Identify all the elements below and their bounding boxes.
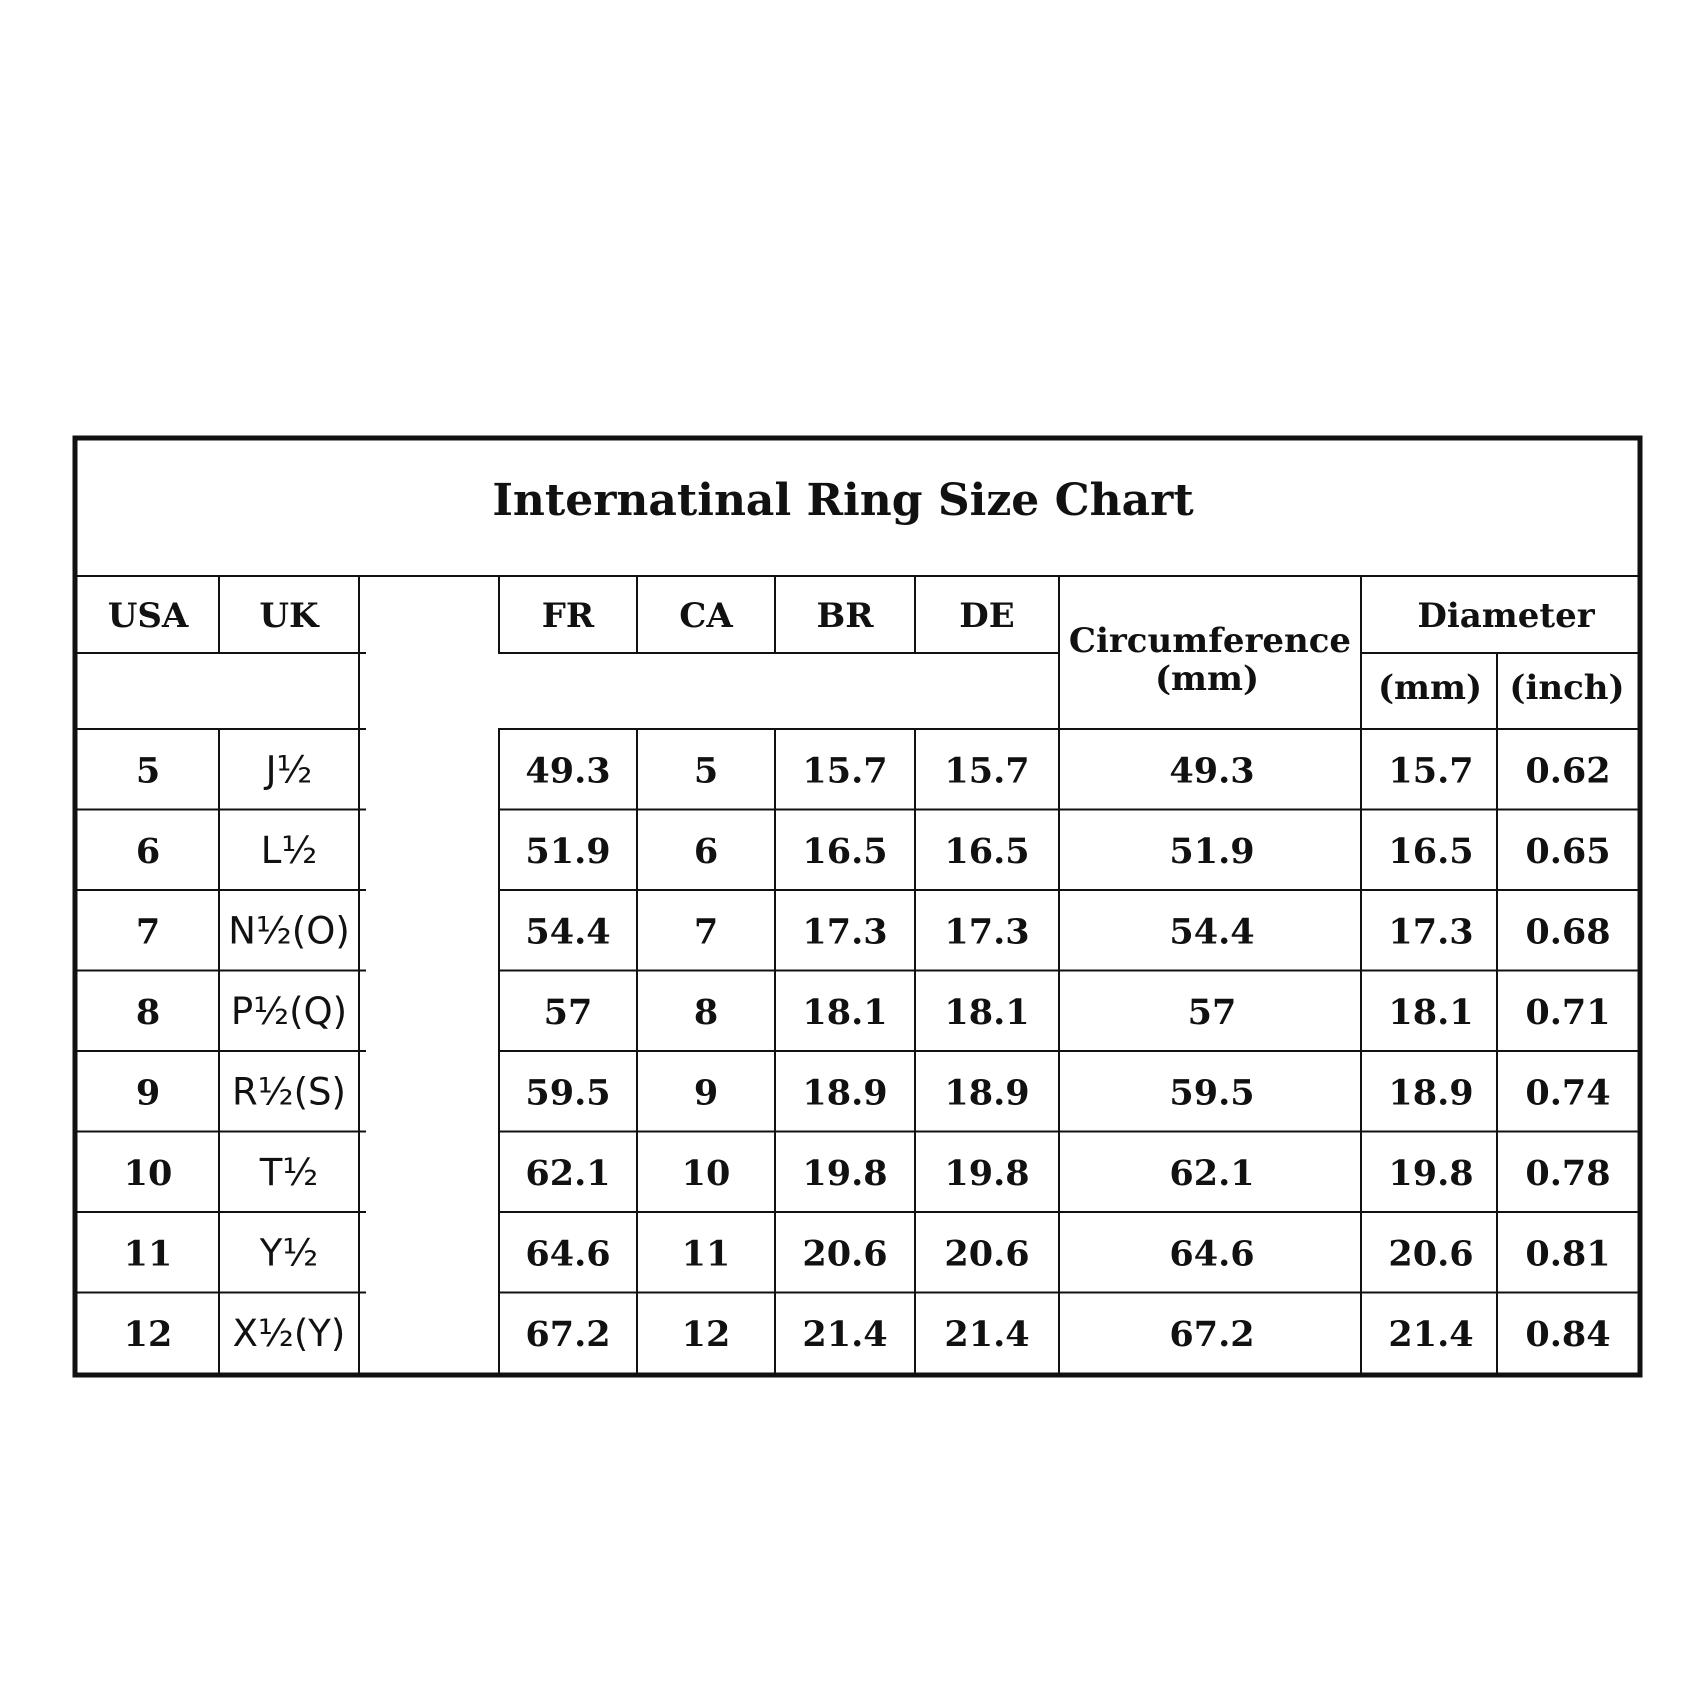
cell-ca-row-3: 7	[693, 911, 719, 953]
cell-fr-row-7: 64.6	[525, 1233, 611, 1275]
cell-fr-row-3: 54.4	[525, 911, 611, 953]
cell-uk-row-7: Y½	[259, 1231, 319, 1275]
cell-diameter-inch-row-7: 0.81	[1525, 1233, 1611, 1275]
cell-diameter-inch-row-4: 0.71	[1525, 991, 1611, 1033]
cell-usa-row-6: 10	[123, 1152, 173, 1194]
cell-uk-row-1: J½	[265, 748, 313, 792]
cell-ca-row-4: 8	[693, 991, 719, 1033]
cell-de-row-1: 15.7	[944, 750, 1030, 792]
cell-diameter-mm-row-4: 18.1	[1388, 991, 1474, 1033]
cell-diameter-inch-row-5: 0.74	[1525, 1072, 1611, 1114]
cell-circumference-row-7: 64.6	[1169, 1233, 1255, 1275]
cell-ca-row-8: 12	[681, 1313, 731, 1355]
cell-circumference-row-8: 67.2	[1169, 1313, 1255, 1355]
cell-uk-row-3: N½(O)	[228, 909, 350, 953]
cell-br-row-7: 20.6	[802, 1233, 888, 1275]
cell-ca-row-2: 6	[693, 830, 719, 872]
cell-circumference-row-3: 54.4	[1169, 911, 1255, 953]
cell-circumference-row-5: 59.5	[1169, 1072, 1255, 1114]
cell-uk-row-8: X½(Y)	[232, 1311, 346, 1355]
cell-diameter-mm-row-6: 19.8	[1388, 1152, 1474, 1194]
cell-br-row-6: 19.8	[802, 1152, 888, 1194]
cell-de-row-2: 16.5	[944, 830, 1030, 872]
cell-diameter-mm-row-3: 17.3	[1388, 911, 1474, 953]
cell-diameter-inch-row-8: 0.84	[1525, 1313, 1611, 1355]
cell-br-row-8: 21.4	[802, 1313, 888, 1355]
cell-usa-row-5: 9	[135, 1072, 161, 1114]
cell-br-row-5: 18.9	[802, 1072, 888, 1114]
header-diameter-mm: (mm)	[1377, 668, 1483, 708]
cell-de-row-3: 17.3	[944, 911, 1030, 953]
cell-fr-row-8: 67.2	[525, 1313, 611, 1355]
cell-uk-row-2: L½	[260, 828, 318, 872]
header-circumference: Circumference	[1068, 621, 1352, 661]
cell-usa-row-7: 11	[123, 1233, 173, 1275]
chart-title: Internatinal Ring Size Chart	[492, 475, 1194, 526]
header-ca: CA	[679, 596, 733, 636]
cell-fr-row-5: 59.5	[525, 1072, 611, 1114]
cell-diameter-inch-row-2: 0.65	[1525, 830, 1611, 872]
cell-circumference-row-6: 62.1	[1169, 1152, 1255, 1194]
cell-br-row-1: 15.7	[802, 750, 888, 792]
cell-ca-row-1: 5	[693, 750, 719, 792]
header-diameter-inch: (inch)	[1509, 668, 1625, 708]
cell-ca-row-6: 10	[681, 1152, 731, 1194]
cell-diameter-mm-row-2: 16.5	[1388, 830, 1474, 872]
cell-uk-row-4: P½(Q)	[230, 989, 348, 1033]
cell-fr-row-1: 49.3	[525, 750, 611, 792]
cell-de-row-5: 18.9	[944, 1072, 1030, 1114]
cell-de-row-8: 21.4	[944, 1313, 1030, 1355]
header-usa: USA	[107, 596, 189, 636]
cell-diameter-inch-row-6: 0.78	[1525, 1152, 1611, 1194]
cell-de-row-6: 19.8	[944, 1152, 1030, 1194]
cell-br-row-3: 17.3	[802, 911, 888, 953]
cell-ca-row-5: 9	[693, 1072, 719, 1114]
cell-de-row-7: 20.6	[944, 1233, 1030, 1275]
cell-de-row-4: 18.1	[944, 991, 1030, 1033]
cell-usa-row-2: 6	[135, 830, 161, 872]
header-fr: FR	[541, 596, 595, 636]
cell-fr-row-4: 57	[543, 991, 593, 1033]
cell-usa-row-1: 5	[135, 750, 161, 792]
header-circumference-unit: (mm)	[1154, 659, 1260, 699]
cell-br-row-2: 16.5	[802, 830, 888, 872]
cell-usa-row-3: 7	[135, 911, 161, 953]
cell-uk-row-5: R½(S)	[232, 1070, 346, 1114]
cell-uk-row-6: T½	[259, 1150, 319, 1194]
header-diameter: Diameter	[1417, 596, 1595, 636]
cell-br-row-4: 18.1	[802, 991, 888, 1033]
cell-diameter-mm-row-1: 15.7	[1388, 750, 1474, 792]
header-br: BR	[816, 596, 874, 636]
header-de: DE	[959, 596, 1015, 636]
cell-circumference-row-1: 49.3	[1169, 750, 1255, 792]
cell-usa-row-4: 8	[135, 991, 161, 1033]
cell-diameter-inch-row-3: 0.68	[1525, 911, 1611, 953]
cell-diameter-mm-row-8: 21.4	[1388, 1313, 1474, 1355]
cell-fr-row-6: 62.1	[525, 1152, 611, 1194]
cell-diameter-mm-row-7: 20.6	[1388, 1233, 1474, 1275]
cell-ca-row-7: 11	[681, 1233, 731, 1275]
cell-diameter-mm-row-5: 18.9	[1388, 1072, 1474, 1114]
cell-usa-row-8: 12	[123, 1313, 173, 1355]
cell-circumference-row-2: 51.9	[1169, 830, 1255, 872]
cell-fr-row-2: 51.9	[525, 830, 611, 872]
cell-diameter-inch-row-1: 0.62	[1525, 750, 1611, 792]
header-uk: UK	[259, 596, 319, 636]
cell-circumference-row-4: 57	[1187, 991, 1237, 1033]
